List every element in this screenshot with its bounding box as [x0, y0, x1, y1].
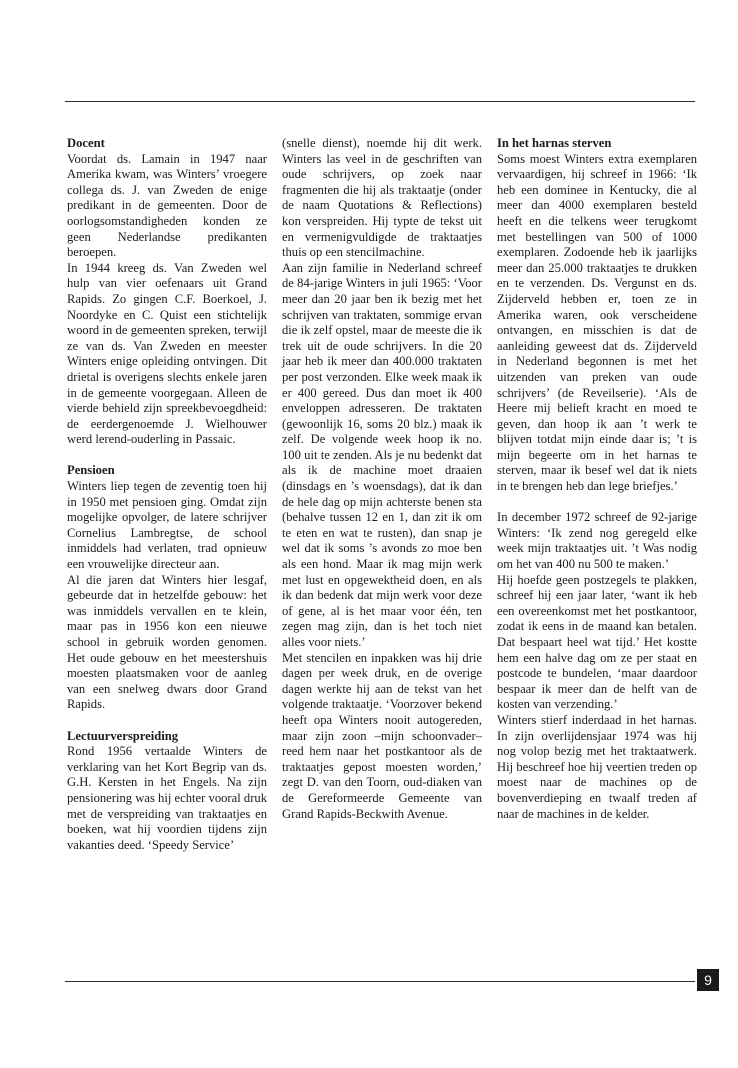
paragraph: Winters stierf inderdaad in het harnas. In zijn overlijdensjaar 1974 was hij nog volop bezig met het traktaatwerk. Hij beschreef hoe hij veertien treden op moest naar de machines op de bovenverdieping en twaalf treden af naar de machines in de kelder.: [497, 712, 697, 821]
paragraph: Aan zijn familie in Nederland schreef de 84-jarige Winters in juli 1965: ‘Voor meer dan 20 jaar ben ik bezig met het schrijven van traktaten, sommige ervan die ik zelf opstel, maar de meeste die ik trek uit de oude schrijvers. In die 20 jaar heb ik meer dan 400.000 traktaten per post verzonden. Elke week maak ik er 400 gereed. Dus dan moet ik 400 enveloppen adresseren. De traktaten (gewoonlijk 16, soms 20 blz.) maak ik zelf. De volgende week hoop ik no. 100 uit te zenden. Als je nu bedenkt dat als ik de machine moet draaien (dinsdags en ’s woensdags), dat ik dan de hele dag op mijn achterste benen sta (behalve tussen 12 en 1, dan zit ik om te eten en wat te rusten), dan snap je wel dat ik soms ’s avonds zo moe ben als een hond. Maar ik mag mijn werk met lust en opgewektheid doen, en als ik dan bedenk dat mijn werk voor deze of gene, al is het maar voor één, ten zegen mag zijn, dan is het toch niet alles voor niets.’: [282, 260, 482, 649]
column-2: [282, 136, 482, 822]
paragraph: Met stencilen en inpakken was hij drie dagen per week druk, en de overige dagen werkte hij aan de tekst van het volgende traktaatje. ‘Voorzover bekend heeft opa Winters nooit autogereden, maar zijn zoon –mijn schoonvader– reed hem naar het postkantoor als de traktaatjes gepost moesten worden,’ zegt D. van den Toorn, oud-diaken van de Gereformeerde Gemeente van Grand Rapids-Beckwith Avenue.: [282, 650, 482, 821]
paragraph: Voordat ds. Lamain in 1947 naar Amerika kwam, was Winters’ vroegere collega ds. J. van Zweden de enige predikant in de gemeenten. Door de oorlogsomstandigheden konden ze geen Nederlandse predikanten beroepen.: [67, 151, 267, 260]
paragraph: Al die jaren dat Winters hier lesgaf, gebeurde dat in hetzelfde gebouw: het was inmiddels vervallen en te klein, maar pas in 1956 kon een nieuwe school in gebruik worden genomen. Het oude gebouw en het meestershuis moesten plaatsmaken voor de aanleg van een snelweg dwars door Grand Rapids.: [67, 572, 267, 712]
heading-docent: Docent: [67, 136, 105, 150]
paragraph: Hij hoefde geen postzegels te plakken, schreef hij een jaar later, ‘want ik heb een overeenkomst met het postkantoor, zodat ik eens in de maand kan betalen. Dat bespaart heel wat tijd.’ Het kostte hem een halve dag om ze per staat en postcode te bundelen, ‘maar daardoor bespaar ik meer dan de helft van de kosten van verzending.’: [497, 572, 697, 712]
heading-pensioen: Pensioen: [67, 463, 115, 478]
page-number: 9: [697, 969, 719, 991]
column-1: [67, 136, 267, 853]
heading-in-het-harnas-sterven: In het harnas sterven: [497, 136, 612, 150]
column-3: [497, 136, 697, 822]
paragraph: Winters liep tegen de zeventig toen hij in 1950 met pensioen ging. Omdat zijn mogelijke opvolger, de latere schrijver Cornelius Lambregtse, de school inmiddels had verlaten, trad opnieuw een vrouwelijke directeur aan.: [67, 479, 267, 572]
top-rule: [65, 101, 695, 102]
heading-lectuurverspreiding: Lectuurverspreiding: [67, 728, 179, 743]
paragraph: In december 1972 schreef de 92-jarige Winters: ‘Ik zend nog geregeld elke week mijn traktaatjes uit. ’t Was nodig om het van 400 nu 500 te maken.’: [497, 510, 697, 572]
paragraph: Soms moest Winters extra exemplaren vervaardigen, hij schreef in 1966: ‘Ik heb een dominee in Kentucky, die al meer dan 4000 exemplaren besteld heeft en die telkens weer terugkomt met bestellingen van 500 of 1000 exemplaren. Zodoende heb ik jaarlijks meer dan 25.000 traktaatjes te drukken en te verzenden. Ds. Vergunst en ds. Zijderveld hebben er, toen ze in Amerika waren, ook verscheidene ontvangen, en misschien is dat de aanleiding geweest dat ds. Zijderveld in Nederland begonnen is met het uitzenden van preken van oude schrijvers’ (de Reveilserie). ‘Als de Heere mij belieft kracht en moed te geven, dan hoop ik aan ’t werk te blijven totdat mijn einde daar is; ’t is mijn begeerte om in het harnas te sterven, maar ik besef wel dat ik niets in te brengen heb dan lege briefjes.’: [497, 151, 697, 494]
paragraph: In 1944 kreeg ds. Van Zweden wel hulp van vier oefenaars uit Grand Rapids. Zo gingen C.F. Boerkoel, J. Noordyke en C. Quist een stichtelijk woord in de gemeenten spreken, terwijl ze van ds. Van Zweden en meester Winters enige opleiding ontvingen. Dit drietal is overigens slechts enkele jaren in de gemeente voorgegaan. Alleen de vierde behield zijn spreekbevoegdheid: de eerdergenoemde J. Wielhouwer werd lerend-ouderling in Passaic.: [67, 260, 267, 447]
paragraph: Rond 1956 vertaalde Winters de verklaring van het Kort Begrip van ds. G.H. Kersten in het Engels. Na zijn pensionering was hij echter vooral druk met de verspreiding van traktaatjes en boeken, wat hij voordien tijdens zijn vakanties deed. ‘Speedy Service’: [67, 744, 267, 852]
paragraph: (snelle dienst), noemde hij dit werk. Winters las veel in de geschriften van oude schrijvers, op zoek naar fragmenten die hij als traktaatje (onder de naam Quotations & Reflections) kon verspreiden. Hij typte de tekst uit en vermenigvuldigde de traktaatjes thuis op een stencilmachine.: [282, 136, 482, 260]
bottom-rule: [65, 981, 695, 982]
